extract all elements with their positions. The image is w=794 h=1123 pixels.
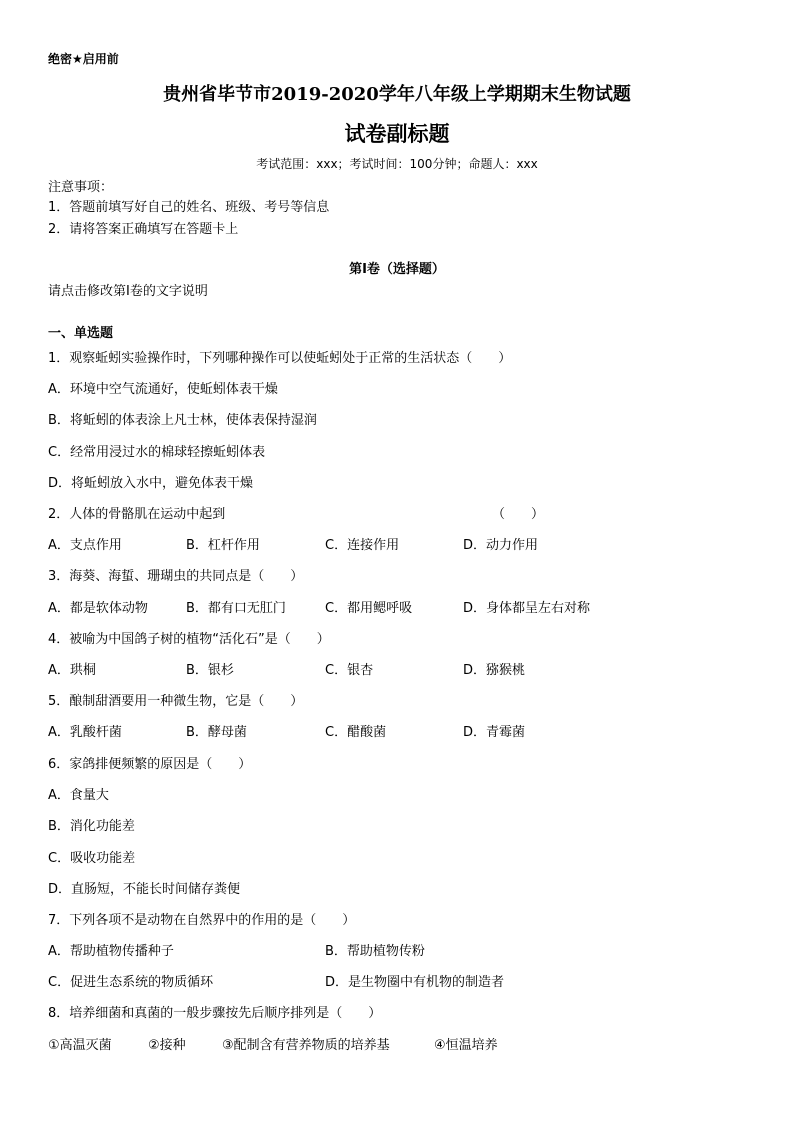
option: D．将蚯蚓放入水中，避免体表干燥 [48,476,254,491]
notes-heading: 注意事项： [48,180,114,195]
option: A．乳酸杆菌 [48,725,122,740]
option: A．珙桐 [48,663,96,678]
option: B．酵母菌 [186,725,247,740]
option: A．都是软体动物 [48,601,148,616]
section-title: 一、单选题 [48,326,114,341]
secret-label: 绝密★启用前 [48,52,119,66]
option: ③配制含有营养物质的培养基 [222,1038,390,1053]
question-stem: 7．下列各项不是动物在自然界中的作用的是（ ） [48,913,356,928]
answer-blank: （ ） [492,507,545,522]
option: B．帮助植物传粉 [325,944,425,959]
option: B．都有口无肛门 [186,601,286,616]
option: B．消化功能差 [48,819,135,834]
option: A．环境中空气流通好，使蚯蚓体表干燥 [48,382,278,397]
option: D．直肠短，不能长时间储存粪便 [48,882,241,897]
question-stem: 5．酿制甜酒要用一种微生物，它是（ ） [48,694,304,709]
option: C．都用鳃呼吸 [325,601,413,616]
option: C．促进生态系统的物质循环 [48,975,214,990]
note-item: 2．请将答案正确填写在答题卡上 [48,222,239,237]
question-stem: 4．被喻为中国鸽子树的植物“活化石”是（ ） [48,632,330,647]
option: ④恒温培养 [434,1038,498,1053]
option: A．支点作用 [48,538,122,553]
exam-title: 贵州省毕节市2019-2020学年八年级上学期期末生物试题 [163,84,631,105]
option: C．经常用浸过水的棉球轻擦蚯蚓体表 [48,445,266,460]
option: C．银杏 [325,663,374,678]
part-description: 请点击修改第I卷的文字说明 [48,284,208,299]
option: D．身体都呈左右对称 [463,601,591,616]
option: C．连接作用 [325,538,400,553]
question-stem: 2．人体的骨骼肌在运动中起到 [48,507,226,522]
option: A．食量大 [48,788,109,803]
option: B．杠杆作用 [186,538,260,553]
question-stem: 8．培养细菌和真菌的一般步骤按先后顺序排列是（ ） [48,1006,382,1021]
option: ①高温灭菌 [48,1038,112,1053]
exam-meta: 考试范围：xxx；考试时间：100分钟；命题人：xxx [256,157,538,171]
option: D．是生物圈中有机物的制造者 [325,975,505,990]
option: D．青霉菌 [463,725,526,740]
option: C．吸收功能差 [48,851,136,866]
option: ②接种 [148,1038,186,1053]
option: D．猕猴桃 [463,663,526,678]
option: D．动力作用 [463,538,539,553]
question-stem: 6．家鸽排便频繁的原因是（ ） [48,757,252,772]
option: B．将蚯蚓的体表涂上凡士林，使体表保持湿润 [48,413,317,428]
question-stem: 1．观察蚯蚓实验操作时，下列哪种操作可以使蚯蚓处于正常的生活状态（ ） [48,351,512,366]
exam-subtitle: 试卷副标题 [344,122,450,146]
option: A．帮助植物传播种子 [48,944,174,959]
question-stem: 3．海葵、海蜇、珊瑚虫的共同点是（ ） [48,569,304,584]
note-item: 1．答题前填写好自己的姓名、班级、考号等信息 [48,200,330,215]
option: C．醋酸菌 [325,725,387,740]
option: B．银杉 [186,663,234,678]
part-title: 第I卷（选择题） [349,262,445,277]
